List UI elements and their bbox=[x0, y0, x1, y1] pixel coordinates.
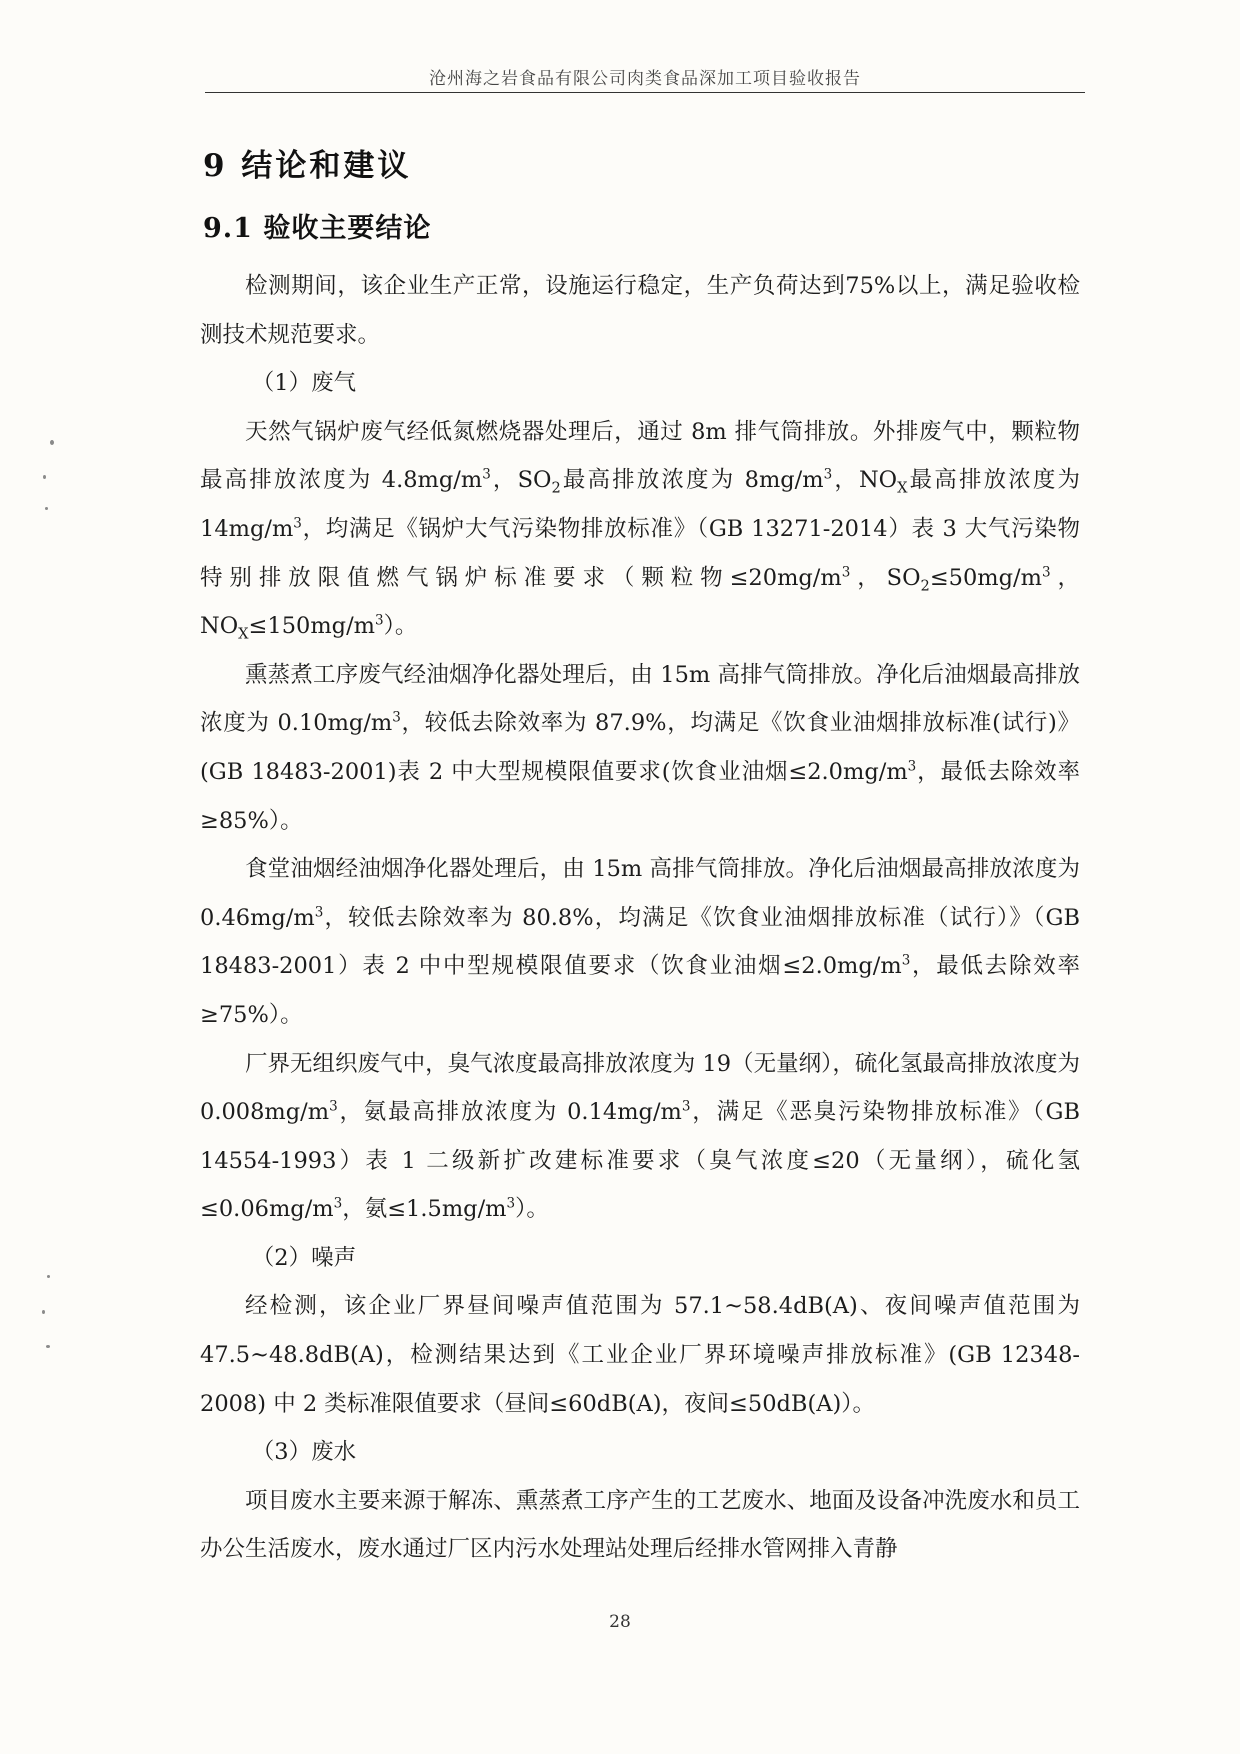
scan-speck bbox=[43, 475, 46, 479]
subheading-noise: （2）噪声 bbox=[251, 1244, 357, 1271]
paragraph-noise: 经检测，该企业厂界昼间噪声值范围为 57.1~58.4dB(A)、夜间噪声值范围为 47.5~48.8dB(A)，检测结果达到《工业企业厂界环境噪声排放标准》(GB 12348-2008) 中 2 类标准限值要求（昼间≤60dB(A)，夜间≤50dB(A)）。 bbox=[200, 1293, 1080, 1417]
page-number: 28 bbox=[609, 1612, 631, 1632]
subscript: X bbox=[897, 479, 908, 497]
text-run: ）。 bbox=[383, 613, 418, 640]
paragraph-waste-water: 项目废水主要来源于解冻、熏蒸煮工序产生的工艺废水、地面及设备冲洗废水和员工办公生活废水，废水通过厂区内污水处理站处理后经排水管网排入青静 bbox=[200, 1487, 1080, 1563]
text-run: ，氨最高排放浓度为 0.14mg/m bbox=[337, 1099, 682, 1126]
text-run: 厂界无组织废气中，臭气浓度最高排放浓度为 19（无量纲），硫化氢最高排放浓度为 0.008mg/m bbox=[200, 1050, 1080, 1126]
superscript: 3 bbox=[293, 515, 302, 532]
text-run: ，较低去除效率为 87.9%，均满足《饮食业油烟排放标准(试行)》(GB 18483-2001)表 2 中大型规模限值要求(饮食业油烟≤2.0mg/m bbox=[200, 710, 1081, 785]
text-run: 食堂油烟经油烟净化器处理后，由 15m 高排气筒排放。净化后油烟最高排放浓度为 0.46mg/m bbox=[200, 856, 1080, 931]
text-run: ，SO bbox=[850, 564, 921, 591]
running-header: 沧州海之岩食品有限公司肉类食品深加工项目验收报告 bbox=[429, 69, 861, 89]
text-run: ，较低去除效率为 80.8%，均满足《饮食业油烟排放标准（试行）》（GB 18483-2001）表 2 中中型规模限值要求（饮食业油烟≤2.0mg/m bbox=[200, 904, 1080, 980]
text-run: 天然气锅炉废气经低氮燃烧器处理后，通过 8m 排气筒排放。外排废气中，颗粒物最高排放浓度为 4.8mg/m bbox=[200, 418, 1080, 494]
text-run: ≤150mg/m bbox=[248, 613, 375, 640]
superscript: 3 bbox=[506, 1195, 516, 1212]
superscript: 3 bbox=[907, 758, 917, 775]
header-rule bbox=[205, 92, 1085, 93]
superscript: 3 bbox=[375, 612, 384, 629]
text-run: ，NO bbox=[832, 467, 898, 494]
text-run: 最高排放浓度为 14mg/m bbox=[200, 467, 1080, 542]
superscript: 3 bbox=[1041, 564, 1051, 581]
text-run: ，氨≤1.5mg/m bbox=[342, 1196, 507, 1223]
subscript: X bbox=[238, 625, 249, 643]
superscript: 3 bbox=[329, 1098, 338, 1115]
superscript: 3 bbox=[681, 1098, 691, 1115]
subheading-waste-gas: （1）废气 bbox=[251, 370, 357, 397]
body-text bbox=[200, 262, 1080, 1574]
superscript: 3 bbox=[392, 709, 401, 726]
superscript: 3 bbox=[314, 904, 324, 921]
section-heading: 9 结论和建议 bbox=[203, 148, 412, 184]
text-run: ，最低去除效率≥75%）。 bbox=[200, 953, 1080, 1028]
paragraph-smoking-fumes bbox=[200, 651, 1080, 845]
scan-speck bbox=[42, 1310, 45, 1314]
superscript: 3 bbox=[841, 564, 851, 581]
paragraph-canteen-fumes bbox=[200, 845, 1080, 1039]
paragraph-intro: 检测期间，该企业生产正常，设施运行稳定，生产负荷达到75%以上，满足验收检测技术规范要求。 bbox=[200, 273, 1080, 348]
scan-speck bbox=[46, 1345, 50, 1348]
superscript: 3 bbox=[333, 1195, 343, 1212]
subscript: 2 bbox=[551, 479, 561, 497]
text-run: ，最低去除效率≥85%）。 bbox=[200, 758, 1080, 834]
paragraph-boiler-gas bbox=[200, 408, 1080, 651]
superscript: 3 bbox=[901, 952, 911, 969]
scan-speck bbox=[47, 1275, 50, 1278]
subsection-heading: 9.1 验收主要结论 bbox=[203, 213, 432, 244]
text-run: ，NO bbox=[200, 564, 1080, 640]
text-run: ，SO bbox=[490, 467, 552, 494]
scan-speck bbox=[45, 507, 48, 510]
subscript: 2 bbox=[920, 577, 930, 595]
text-run: 熏蒸煮工序废气经油烟净化器处理后，由 15m 高排气筒排放。净化后油烟最高排放浓度为 0.10mg/m bbox=[200, 661, 1080, 737]
text-run: ，均满足《锅炉大气污染物排放标准》（GB 13271-2014）表 3 大气污染物特别排放限值燃气锅炉标准要求（颗粒物≤20mg/m bbox=[200, 515, 1080, 591]
superscript: 3 bbox=[482, 466, 491, 483]
subheading-waste-water: （3）废水 bbox=[251, 1439, 357, 1466]
text-run: ≤50mg/m bbox=[929, 564, 1042, 591]
scan-speck bbox=[50, 440, 54, 445]
paragraph-fugitive-gas bbox=[200, 1040, 1080, 1234]
text-run: ，满足《恶臭污染物排放标准》（GB 14554-1993）表 1 二级新扩改建标准要求（臭气浓度≤20（无量纲），硫化氢≤0.06mg/m bbox=[200, 1099, 1081, 1223]
text-run: ）。 bbox=[515, 1196, 549, 1223]
superscript: 3 bbox=[823, 466, 833, 483]
text-run: 最高排放浓度为 8mg/m bbox=[560, 467, 824, 494]
